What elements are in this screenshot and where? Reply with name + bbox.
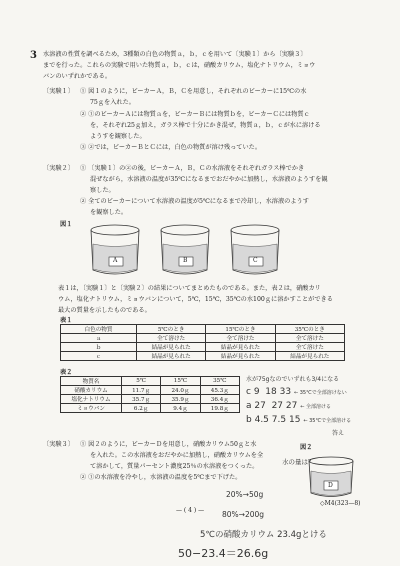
exp1-line: ③ ②では，ビーカーＢとＣには，白色の物質が溶け残っていた。 [80, 144, 262, 151]
exp2-line: を観察した。 [90, 209, 128, 216]
beaker-a [91, 225, 139, 274]
beaker-label-c: C [253, 257, 258, 264]
table-row [61, 395, 240, 404]
table-cell: ｃ [61, 352, 137, 361]
page-number: — ( 4 ) — [176, 507, 205, 514]
table-cell: 結晶が見られた [206, 343, 275, 352]
table1-header: 白色の物質 [61, 325, 137, 334]
summary-line: 表１は，〔実験１〕と〔実験２〕の結果についてまとめたものである。また，表２は，硝酸カリ [58, 285, 321, 292]
table-cell: 硝酸カリウム [61, 386, 122, 395]
table-cell: 11.7ｇ [122, 386, 161, 395]
handwritten-row: b 4.5 7.5 15 ← 35℃で全部溶ける [246, 415, 352, 425]
table-cell: 35.9ｇ [161, 395, 200, 404]
table-cell: 35.7ｇ [122, 395, 161, 404]
exp1-line: を，それぞれ25ｇ加え，ガラス棒で十分にかき混ぜ，物質ａ，ｂ，ｃが水に溶ける [90, 122, 321, 129]
beaker-label-b: B [183, 257, 188, 264]
exp1-label: 〔実験１〕 [43, 88, 74, 95]
exp3-line: ① 図２のように，ビーカーＤを用意し，硝酸カリウム50ｇと水 [80, 441, 257, 448]
table1-header: 35℃のとき [275, 325, 344, 334]
intro-line: 水溶液の性質を調べるため，3種類の白色の物質ａ，ｂ，ｃを用いて〔実験１〕から〔実験３〕 [43, 51, 307, 58]
table-cell: 24.0ｇ [161, 386, 200, 395]
table-cell: 結晶が見られた [275, 352, 344, 361]
beaker-label-a: A [113, 257, 118, 264]
figure2-label: 図２ [300, 444, 313, 451]
handwritten-calc: 20%→50g [226, 490, 264, 499]
table-row [61, 386, 240, 395]
exp2-line: 混ぜながら，水溶液の温度が35℃になるまでおだやかに加熱し，水溶液のようすを観 [90, 176, 328, 183]
exp2-line: 察した。 [90, 187, 115, 194]
table-cell: 19.8ｇ [200, 404, 239, 413]
exp3-line: て溶かして，質量パーセント濃度25％の水溶液をつくった。 [90, 463, 259, 470]
exp1-line: ① 図１のように，ビーカーＡ，Ｂ，Ｃを用意し，それぞれのビーカーに15℃の水 [80, 88, 307, 95]
summary-line: ウム，塩化ナトリウム，ミョウバンについて，5℃，15℃，35℃の水100ｇに溶かすことができる [58, 296, 333, 303]
summary-line: 最大の質量を示したものである。 [58, 307, 151, 314]
table-cell: 45.3ｇ [200, 386, 239, 395]
exp1-line: ようすを観察した。 [90, 133, 146, 140]
table-row [61, 404, 240, 413]
table-cell: ａ [61, 334, 137, 343]
table2-header: 物質名 [61, 377, 122, 386]
exp2-line: ② 全てのビーカーについて水溶液の温度が5℃になるまで冷却し，水溶液のようす [80, 198, 309, 205]
table-row [61, 334, 345, 343]
table2-header: 15℃ [161, 377, 200, 386]
intro-line: バンのいずれかである。 [43, 73, 112, 80]
figure1-label: 図１ [60, 221, 73, 228]
question-number: 3 [30, 50, 37, 61]
table2-label: 表２ [60, 369, 73, 376]
handwritten-calc: 50−23.4＝26.6g [178, 547, 269, 560]
table1-header: 5℃のとき [137, 325, 206, 334]
exp2-label: 〔実験２〕 [43, 165, 74, 172]
table-row [61, 343, 345, 352]
intro-line: までを行った。これらの実験で用いた物質ａ，ｂ，ｃは，硝酸カリウム，塩化ナトリウム，ミョウ [43, 62, 316, 69]
handwritten-water-label: 水の量は？ [282, 458, 315, 466]
beaker-b [161, 225, 209, 274]
exp3-line: ② ①の水溶液を冷やし，水溶液の温度を5℃まで下げた。 [80, 474, 242, 481]
table-cell: 6.2ｇ [122, 404, 161, 413]
table-row [61, 352, 345, 361]
table-cell: 結晶が見られた [206, 352, 275, 361]
table-cell: 全て溶けた [275, 334, 344, 343]
table-cell: ｂ [61, 343, 137, 352]
exp2-line: ① 〔実験１〕の②の後，ビーカーＡ，Ｂ，Ｃの水溶液をそれぞれガラス棒でかき [80, 165, 305, 172]
table-cell: 塩化ナトリウム [61, 395, 122, 404]
handwritten-row: c 9 18 33 ← 35℃で全部溶けない [246, 387, 347, 397]
table1-header: 15℃のとき [206, 325, 275, 334]
table-cell: 結晶が見られた [137, 352, 206, 361]
beaker-c [231, 225, 279, 274]
exam-code: ◇M4(323—8) [320, 500, 361, 507]
table1-label: 表１ [60, 317, 73, 324]
table2 [60, 376, 240, 413]
table-cell: 結晶が見られた [137, 343, 206, 352]
handwritten-mark: 答え [332, 430, 345, 437]
table-cell: 全て溶けた [206, 334, 275, 343]
exp1-line: ② ①のビーカーＡには物質ａを，ビーカーＢには物質ｂを，ビーカーＣには物質ｃ [80, 111, 310, 118]
handwritten-calc: 5℃の硝酸カリウム 23.4gとける [200, 530, 327, 540]
figure1-beakers [85, 222, 295, 280]
handwritten-note: 水が75gなのでいずれも3/4になる [246, 376, 340, 383]
beaker-label-d: D [328, 482, 333, 489]
exp1-line: 75ｇを入れた。 [90, 99, 135, 106]
table-cell: 全て溶けた [137, 334, 206, 343]
table1 [60, 324, 345, 361]
table2-header: 35℃ [200, 377, 239, 386]
handwritten-calc: 80%→200g [222, 510, 265, 519]
table-cell: ミョウバン [61, 404, 122, 413]
table2-header: 5℃ [122, 377, 161, 386]
handwritten-row: a 27 27 27 ← 全部溶ける [246, 401, 332, 411]
table-cell: 全て溶けた [275, 343, 344, 352]
exp3-label: 〔実験３〕 [43, 441, 74, 448]
table-cell: 9.4ｇ [161, 404, 200, 413]
exp3-line: を入れた。この水溶液をおだやかに加熱し，硝酸カリウムを全 [90, 452, 264, 459]
table-cell: 36.4ｇ [200, 395, 239, 404]
